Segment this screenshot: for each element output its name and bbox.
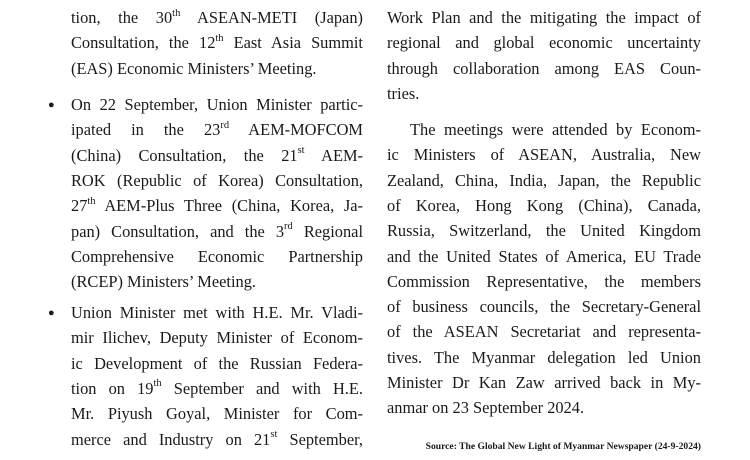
paragraph-line: ic Ministers of ASEAN, Australia, New bbox=[387, 145, 701, 165]
bullet-line: Mr. Piyush Goyal, Minister for Com- bbox=[71, 404, 363, 424]
source-credit: Source: The Global New Light of Myanmar Newspaper (24-9-2024) bbox=[425, 441, 701, 452]
bullet-icon: ● bbox=[48, 99, 55, 111]
bullet-line: 27th AEM-Plus Three (China, Korea, Ja- bbox=[71, 195, 363, 216]
paragraph-line: Minister Dr Kan Zaw arrived back in My- bbox=[387, 373, 701, 392]
paragraph-line: of business councils, the Secretary-General bbox=[387, 297, 701, 317]
text-line: through collaboration among EAS Coun- bbox=[387, 58, 701, 78]
bullet-line: (China) Consultation, the 21st AEM- bbox=[71, 145, 363, 165]
paragraph-line: The meetings were attended by Econom- bbox=[410, 120, 701, 139]
paragraph-line: anmar on 23 September 2024. bbox=[387, 398, 585, 418]
text-line: Work Plan and the mitigating the impact of bbox=[387, 8, 701, 27]
bullet-icon: ● bbox=[48, 307, 55, 319]
superscript: st bbox=[270, 429, 278, 441]
superscript: rd bbox=[220, 119, 230, 131]
text-line: regional and global economic uncertainty bbox=[387, 33, 701, 53]
paragraph-line: Zealand, China, India, Japan, the Republic bbox=[387, 170, 701, 190]
text-line: (EAS) Economic Ministers’ Meeting. bbox=[71, 58, 317, 78]
bullet-line: On 22 September, Union Minister partic- bbox=[71, 95, 363, 114]
bullet-line: mir Ilichev, Deputy Minister of Econom- bbox=[71, 328, 363, 348]
paragraph-line: Russia, Switzerland, the United Kingdom bbox=[387, 221, 701, 241]
text-line: tion, the 30th ASEAN-METI (Japan) bbox=[71, 7, 363, 27]
bullet-line: tion on 19th September and with H.E. bbox=[71, 378, 363, 398]
text-line: tries. bbox=[387, 83, 420, 103]
superscript: th bbox=[153, 378, 162, 390]
paragraph-line: of the ASEAN Secretariat and representa- bbox=[387, 322, 701, 342]
paragraph-line: and the United States of America, EU Trade bbox=[387, 246, 701, 266]
bullet-line: (RCEP) Ministers’ Meeting. bbox=[71, 272, 256, 292]
bullet-line: Comprehensive Economic Partnership bbox=[71, 246, 363, 266]
text-line: Consultation, the 12th East Asia Summit bbox=[71, 32, 363, 53]
bullet-line: ic Development of the Russian Federa- bbox=[71, 353, 363, 373]
paragraph-line: Commission Representative, the members bbox=[387, 271, 701, 291]
superscript: th bbox=[87, 195, 96, 207]
bullet-line: Union Minister met with H.E. Mr. Vladi- bbox=[71, 303, 363, 322]
superscript: th bbox=[215, 32, 224, 44]
bullet-line: ipated in the 23rd AEM-MOFCOM bbox=[71, 119, 363, 140]
superscript: rd bbox=[284, 221, 293, 233]
paragraph-line: tives. The Myanmar delegation led Union bbox=[387, 347, 701, 367]
bullet-line: merce and Industry on 21st September, bbox=[71, 429, 363, 449]
superscript: st bbox=[297, 145, 305, 157]
superscript: th bbox=[172, 7, 181, 19]
bullet-line: pan) Consultation, and the 3rd Regional bbox=[71, 221, 363, 241]
bullet-line: ROK (Republic of Korea) Consultation, bbox=[71, 170, 363, 190]
paragraph-line: of Korea, Hong Kong (China), Canada, bbox=[387, 195, 701, 215]
